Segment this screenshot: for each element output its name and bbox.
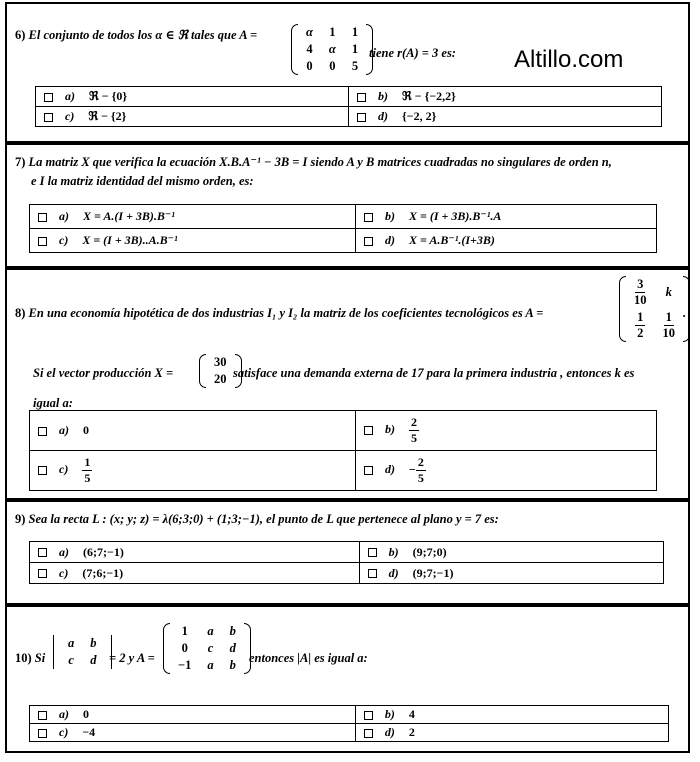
question-text: En una economía hipotética de dos industrias I₁ y I₂ la matriz de los coeficientes tecnológicos es xyxy=(28,306,523,320)
denominator: 10 xyxy=(662,326,675,340)
matrix-cell: 0 xyxy=(181,641,188,655)
matrix-cell: 4 xyxy=(306,42,313,56)
minus-sign: − xyxy=(409,462,416,477)
question-8 xyxy=(5,268,690,500)
matrix-cell: 1 xyxy=(351,42,359,56)
matrix-cell: c xyxy=(68,653,74,667)
question-9-statement xyxy=(15,510,499,529)
question-text: igual a: xyxy=(33,396,73,410)
matrix-cell: d xyxy=(229,641,236,655)
matrix-A xyxy=(291,24,373,75)
question-8-statement xyxy=(15,304,543,323)
question-10 xyxy=(5,605,690,753)
option-c[interactable] xyxy=(30,451,356,491)
matrix-cell: 0 xyxy=(329,59,336,73)
option-a[interactable] xyxy=(30,706,356,724)
option-value xyxy=(409,415,419,446)
option-label: c) xyxy=(65,109,75,123)
question-7 xyxy=(5,143,690,268)
vector-cell: 20 xyxy=(214,372,227,386)
option-value: 0 xyxy=(83,423,89,437)
option-value: (9;7;−1) xyxy=(412,565,454,580)
checkbox-icon[interactable] xyxy=(38,548,47,557)
numerator: 2 xyxy=(417,455,424,469)
option-label: a) xyxy=(59,707,69,721)
option-value: 4 xyxy=(408,707,415,721)
option-label: d) xyxy=(378,109,388,123)
matrix-A xyxy=(163,623,251,674)
option-c[interactable] xyxy=(30,563,360,584)
question-10-statement xyxy=(15,649,45,668)
option-a[interactable] xyxy=(30,411,356,451)
option-c[interactable] xyxy=(36,107,349,127)
question-text: e I la matriz identidad del mismo orden, es: xyxy=(31,174,254,189)
checkbox-icon[interactable] xyxy=(357,113,366,122)
option-value: X = (I + 3B)..A.B⁻¹ xyxy=(82,233,178,247)
checkbox-icon[interactable] xyxy=(368,548,377,557)
checkbox-icon[interactable] xyxy=(364,426,373,435)
question-9 xyxy=(5,500,690,605)
option-value: 0 xyxy=(83,707,89,721)
option-c[interactable] xyxy=(30,724,356,742)
option-value: {−2, 2} xyxy=(402,109,437,123)
matrix-cell: −1 xyxy=(178,658,192,672)
option-value: X = (I + 3B).B⁻¹.A xyxy=(409,209,502,223)
altillo-watermark: Altillo.com xyxy=(514,46,624,73)
matrix-cell: b xyxy=(90,636,97,650)
option-b[interactable] xyxy=(349,87,662,107)
option-d[interactable] xyxy=(356,451,657,491)
question-number: 7) xyxy=(15,155,26,169)
matrix-cell: d xyxy=(90,653,97,667)
matrix-cell: a xyxy=(207,624,214,638)
option-b[interactable] xyxy=(356,205,657,229)
option-label: d) xyxy=(385,233,396,247)
question-text: A = xyxy=(239,28,258,42)
option-label: d) xyxy=(388,565,399,580)
checkbox-icon[interactable] xyxy=(38,213,47,222)
question-text: El conjunto de todos los xyxy=(28,28,153,42)
option-label: b) xyxy=(388,544,399,559)
question-text: Si el vector producción X = xyxy=(33,366,174,380)
option-c[interactable] xyxy=(30,229,356,253)
options-table xyxy=(29,541,664,584)
checkbox-icon[interactable] xyxy=(38,569,47,578)
matrix-cell: k xyxy=(665,285,672,299)
matrix-cell: c xyxy=(207,641,214,655)
numerator: 2 xyxy=(411,415,418,429)
numerator: 1 xyxy=(637,310,644,324)
option-label: b) xyxy=(385,422,396,437)
question-text: La matriz X que verifica la ecuación X.B.A⁻¹ − 3B = I siendo A y B matrices cuadradas no singulares de orden n, xyxy=(28,155,612,169)
question-text: entonces |A| es igual a: xyxy=(249,651,368,665)
option-value: ℜ − {2} xyxy=(88,109,127,123)
option-value: 2 xyxy=(408,725,415,739)
matrix-cell: 5 xyxy=(351,59,359,73)
denominator: 5 xyxy=(84,471,91,485)
denominator: 10 xyxy=(634,293,647,307)
option-label: d) xyxy=(385,462,396,477)
question-text: α ∈ ℜ xyxy=(155,28,188,42)
options-table xyxy=(29,705,669,742)
question-number: 8) xyxy=(15,306,26,320)
denominator: 2 xyxy=(637,326,644,340)
option-value: (9;7;0) xyxy=(412,544,447,559)
matrix-cell: 1 xyxy=(329,25,336,39)
checkbox-icon[interactable] xyxy=(357,93,366,102)
numerator: 1 xyxy=(84,455,91,469)
question-6-statement xyxy=(15,26,257,45)
checkbox-icon[interactable] xyxy=(368,569,377,578)
option-label: b) xyxy=(385,209,396,223)
question-text: A = xyxy=(525,306,544,320)
option-label: c) xyxy=(59,565,69,580)
option-value: (7;6;−1) xyxy=(82,565,124,580)
options-table xyxy=(29,204,657,253)
determinant xyxy=(53,635,112,669)
option-label: b) xyxy=(384,707,395,721)
option-b[interactable] xyxy=(359,542,663,563)
option-value xyxy=(416,455,426,486)
question-number: 9) xyxy=(15,512,26,526)
matrix-cell: a xyxy=(207,658,214,672)
denominator: 5 xyxy=(417,471,424,485)
fraction xyxy=(663,310,676,341)
question-number: 6) xyxy=(15,28,26,42)
checkbox-icon[interactable] xyxy=(38,427,47,436)
checkbox-icon[interactable] xyxy=(364,729,373,738)
option-a[interactable] xyxy=(36,87,349,107)
checkbox-icon[interactable] xyxy=(364,711,373,720)
option-a[interactable] xyxy=(30,542,360,563)
option-value: ℜ − {0} xyxy=(89,89,128,103)
question-text: satisface una demanda externa de 17 para la primera industria , entonces k es xyxy=(233,366,635,380)
question-text: Si xyxy=(34,651,46,665)
numerator: 3 xyxy=(637,277,644,291)
checkbox-icon[interactable] xyxy=(364,213,373,222)
option-label: d) xyxy=(384,725,395,739)
question-text: tales que xyxy=(191,28,237,42)
option-b[interactable] xyxy=(355,706,668,724)
checkbox-icon[interactable] xyxy=(44,113,53,122)
numerator: 1 xyxy=(665,310,672,324)
matrix-cell: 1 xyxy=(351,25,359,39)
question-text: tiene r(A) = 3 es: xyxy=(369,46,456,60)
option-value: X = A.(I + 3B).B⁻¹ xyxy=(83,209,175,223)
option-label: c) xyxy=(59,725,69,739)
matrix-cell: α xyxy=(328,42,336,56)
option-label: a) xyxy=(59,544,69,559)
option-d[interactable] xyxy=(355,724,668,742)
checkbox-icon[interactable] xyxy=(38,466,47,475)
matrix-cell: b xyxy=(229,658,236,672)
options-table xyxy=(35,86,662,127)
option-value: (6;7;−1) xyxy=(83,544,124,559)
option-value: ℜ − {−2,2} xyxy=(402,89,456,103)
options-table xyxy=(29,410,657,491)
option-label: a) xyxy=(59,423,69,437)
fraction xyxy=(635,310,645,341)
option-value xyxy=(82,455,92,486)
option-label: c) xyxy=(59,233,69,247)
option-label: a) xyxy=(59,209,69,223)
checkbox-icon[interactable] xyxy=(44,93,53,102)
period: . xyxy=(683,306,687,320)
question-6 xyxy=(5,2,690,143)
checkbox-icon[interactable] xyxy=(38,237,47,246)
option-value: −4 xyxy=(82,725,96,739)
option-b[interactable] xyxy=(356,411,657,451)
matrix-cell: b xyxy=(229,624,236,638)
fraction xyxy=(634,277,647,308)
vector-cell: 30 xyxy=(214,355,227,369)
question-7-statement xyxy=(15,153,685,192)
checkbox-icon[interactable] xyxy=(364,466,373,475)
option-a[interactable] xyxy=(30,205,356,229)
option-d[interactable] xyxy=(359,563,663,584)
question-text: = 2 y A = xyxy=(109,651,155,665)
question-number: 10) xyxy=(15,651,32,665)
matrix-cell: 0 xyxy=(306,59,313,73)
denominator: 5 xyxy=(411,431,418,445)
matrix-cell: α xyxy=(306,25,313,39)
option-d[interactable] xyxy=(349,107,662,127)
matrix-cell: a xyxy=(68,636,75,650)
matrix-cell: 1 xyxy=(181,624,188,638)
option-label: a) xyxy=(65,89,75,103)
matrix-A xyxy=(619,276,690,342)
checkbox-icon[interactable] xyxy=(364,237,373,246)
checkbox-icon[interactable] xyxy=(38,711,47,720)
option-label: c) xyxy=(59,462,69,477)
checkbox-icon[interactable] xyxy=(38,729,47,738)
option-label: b) xyxy=(378,89,388,103)
option-value: X = A.B⁻¹.(I+3B) xyxy=(409,233,495,247)
question-text: Sea la recta L : (x; y; z) = λ(6;3;0) + (1;3;−1), el punto de L que pertenece al plano y = 7 es: xyxy=(28,512,499,526)
option-d[interactable] xyxy=(356,229,657,253)
